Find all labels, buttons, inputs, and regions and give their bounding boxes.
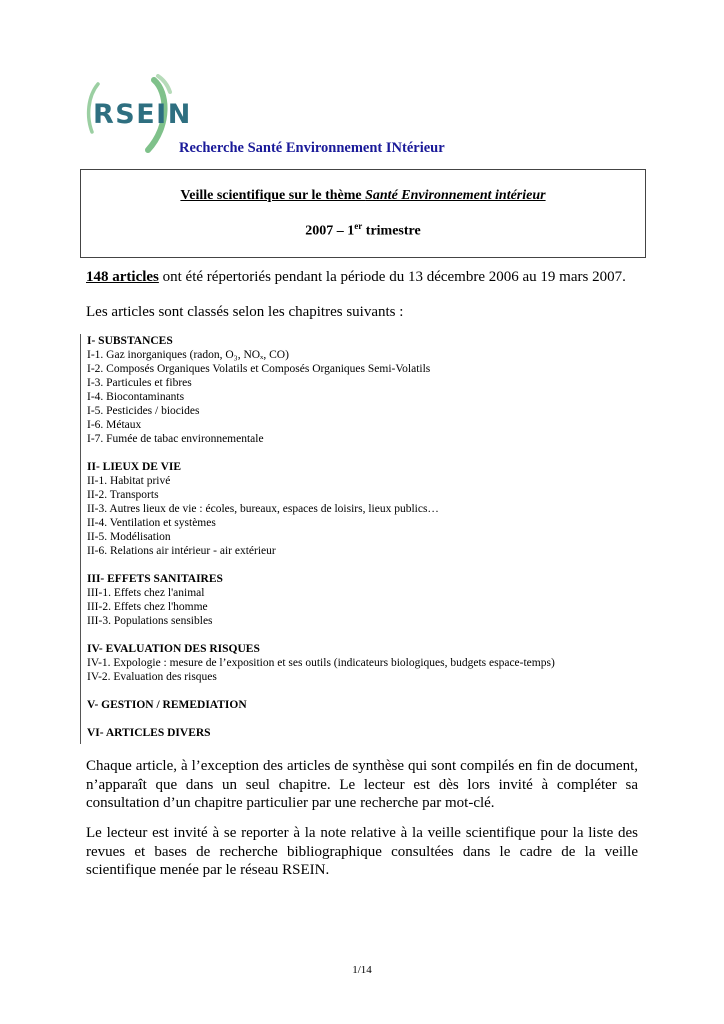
logo-text: RSEIN bbox=[93, 99, 192, 130]
chapter-title: I- SUBSTANCES bbox=[87, 335, 173, 347]
paragraph-reference: Le lecteur est invité à se reporter à la note relative à la veille scientifique pour la liste des revues et bases de recherche bibliographique consultées dans le cadre de la veille scientifique menée par le réseau RSEIN. bbox=[86, 825, 638, 878]
classification-intro: Les articles sont classés selon les chapitres suivants : bbox=[86, 304, 404, 320]
chapter-title: VI- ARTICLES DIVERS bbox=[87, 727, 211, 739]
title-box bbox=[80, 169, 646, 258]
chapter-item: II-4. Ventilation et systèmes bbox=[87, 517, 216, 529]
chapter-item: II-6. Relations air intérieur - air extérieur bbox=[87, 545, 276, 557]
chapter bbox=[87, 334, 647, 446]
chapter bbox=[87, 698, 647, 712]
chapter-item: II-3. Autres lieux de vie : écoles, bureaux, espaces de loisirs, lieux publics… bbox=[87, 503, 439, 515]
chapter-item: I-4. Biocontaminants bbox=[87, 391, 185, 403]
chapter-item: IV-2. Evaluation des risques bbox=[87, 671, 217, 683]
chapter bbox=[87, 642, 647, 684]
chapter-item: I-7. Fumée de tabac environnementale bbox=[87, 433, 264, 445]
paragraph-synthesis: Chaque article, à l’exception des articles de synthèse qui sont compilés en fin de document, n’apparaît que dans un seul chapitre. Le lecteur est dès lors invité à compléter sa consultation d’un chapitre particulier par une recherche par mot-clé. bbox=[86, 758, 638, 811]
chapter-item: I-5. Pesticides / biocides bbox=[87, 405, 200, 417]
chapter-item: I-1. Gaz inorganiques (radon, O₃, NOₓ, CO) bbox=[87, 349, 289, 361]
chapter-item: III-3. Populations sensibles bbox=[87, 615, 213, 627]
watch-title: Veille scientifique sur le thème Santé Environnement intérieur bbox=[180, 188, 546, 203]
chapter-item: I-6. Métaux bbox=[87, 419, 142, 431]
watch-theme: Santé Environnement intérieur bbox=[365, 188, 546, 203]
chapter-item: I-2. Composés Organiques Volatils et Composés Organiques Semi-Volatils bbox=[87, 363, 431, 375]
chapter-title: IV- EVALUATION DES RISQUES bbox=[87, 643, 260, 655]
chapter bbox=[87, 726, 647, 740]
chapter-title: III- EFFETS SANITAIRES bbox=[87, 573, 223, 585]
article-count: 148 articles bbox=[86, 269, 159, 285]
chapter-item: III-1. Effets chez l'animal bbox=[87, 587, 205, 599]
chapter bbox=[87, 460, 647, 558]
article-count-line: 148 articles ont été répertoriés pendant la période du 13 décembre 2006 au 19 mars 2007. bbox=[86, 269, 626, 285]
chapter-list bbox=[80, 334, 647, 744]
page-number: 1/14 bbox=[352, 964, 372, 976]
chapter-title: II- LIEUX DE VIE bbox=[87, 461, 182, 473]
chapter-item: II-2. Transports bbox=[87, 489, 159, 501]
chapter-title: V- GESTION / REMEDIATION bbox=[87, 699, 247, 711]
chapter-item: II-5. Modélisation bbox=[87, 531, 171, 543]
chapter bbox=[87, 572, 647, 628]
chapter-item: II-1. Habitat privé bbox=[87, 475, 171, 487]
organization-name: Recherche Santé Environnement INtérieur bbox=[179, 140, 445, 156]
chapter-item: III-2. Effets chez l'homme bbox=[87, 601, 208, 613]
chapter-item: I-3. Particules et fibres bbox=[87, 377, 192, 389]
chapter-item: IV-1. Expologie : mesure de l’exposition et ses outils (indicateurs biologiques, budgets espace-temps) bbox=[87, 657, 555, 669]
period: 2007 – 1er trimestre bbox=[305, 221, 421, 239]
